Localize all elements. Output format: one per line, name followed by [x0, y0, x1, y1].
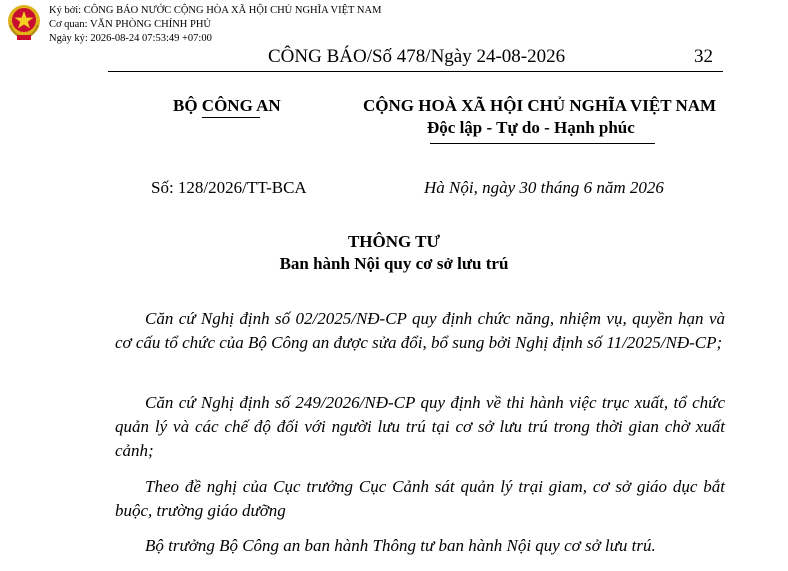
place-and-date: Hà Nội, ngày 30 tháng 6 năm 2026 [424, 178, 664, 197]
national-emblem-icon [6, 3, 42, 41]
gazette-title: CÔNG BÁO/Số 478/Ngày 24-08-2026 [268, 46, 566, 67]
agency-line: Cơ quan: VĂN PHÒNG CHÍNH PHỦ [49, 19, 211, 30]
preamble-paragraph: Theo đề nghị của Cục trưởng Cục Cảnh sát quản lý trại giam, cơ sở giáo dục bắt buộc, trường giáo dưỡng [115, 477, 725, 520]
header-divider [108, 71, 723, 72]
ministry-underline [202, 117, 260, 118]
national-motto: Độc lập - Tự do - Hạnh phúc [427, 118, 635, 137]
motto-underline [430, 143, 655, 144]
signing-date-line: Ngày ký: 2026-08-24 07:53:49 +07:00 [49, 33, 212, 44]
issuing-ministry: BỘ CÔNG AN [173, 96, 281, 115]
document-subject: Ban hành Nội quy cơ sở lưu trú [279, 254, 509, 273]
signer-line: Ký bởi: CÔNG BÁO NƯỚC CỘNG HÒA XÃ HỘI CHỦ NGHĨA VIỆT NAM [49, 5, 382, 16]
document-number: Số: 128/2026/TT-BCA [151, 178, 307, 197]
enactment-paragraph: Bộ trưởng Bộ Công an ban hành Thông tư ban hành Nội quy cơ sở lưu trú. [145, 536, 656, 555]
page-number: 32 [694, 46, 713, 67]
national-title: CỘNG HOÀ XÃ HỘI CHỦ NGHĨA VIỆT NAM [363, 96, 717, 115]
digital-signature-info [49, 4, 381, 46]
preamble-paragraph: Căn cứ Nghị định số 249/2026/NĐ-CP quy định về thi hành việc trục xuất, tổ chức quản lý và các chế độ đối với người lưu trú tại cơ sở lưu trú trong thời gian chờ xuất cảnh; [115, 393, 725, 460]
preamble-paragraph: Căn cứ Nghị định số 02/2025/NĐ-CP quy định chức năng, nhiệm vụ, quyền hạn và cơ cấu tổ chức của Bộ Công an được sửa đổi, bổ sung bởi Nghị định số 11/2025/NĐ-CP; [115, 309, 725, 352]
document-type-heading: THÔNG TƯ [347, 232, 441, 251]
